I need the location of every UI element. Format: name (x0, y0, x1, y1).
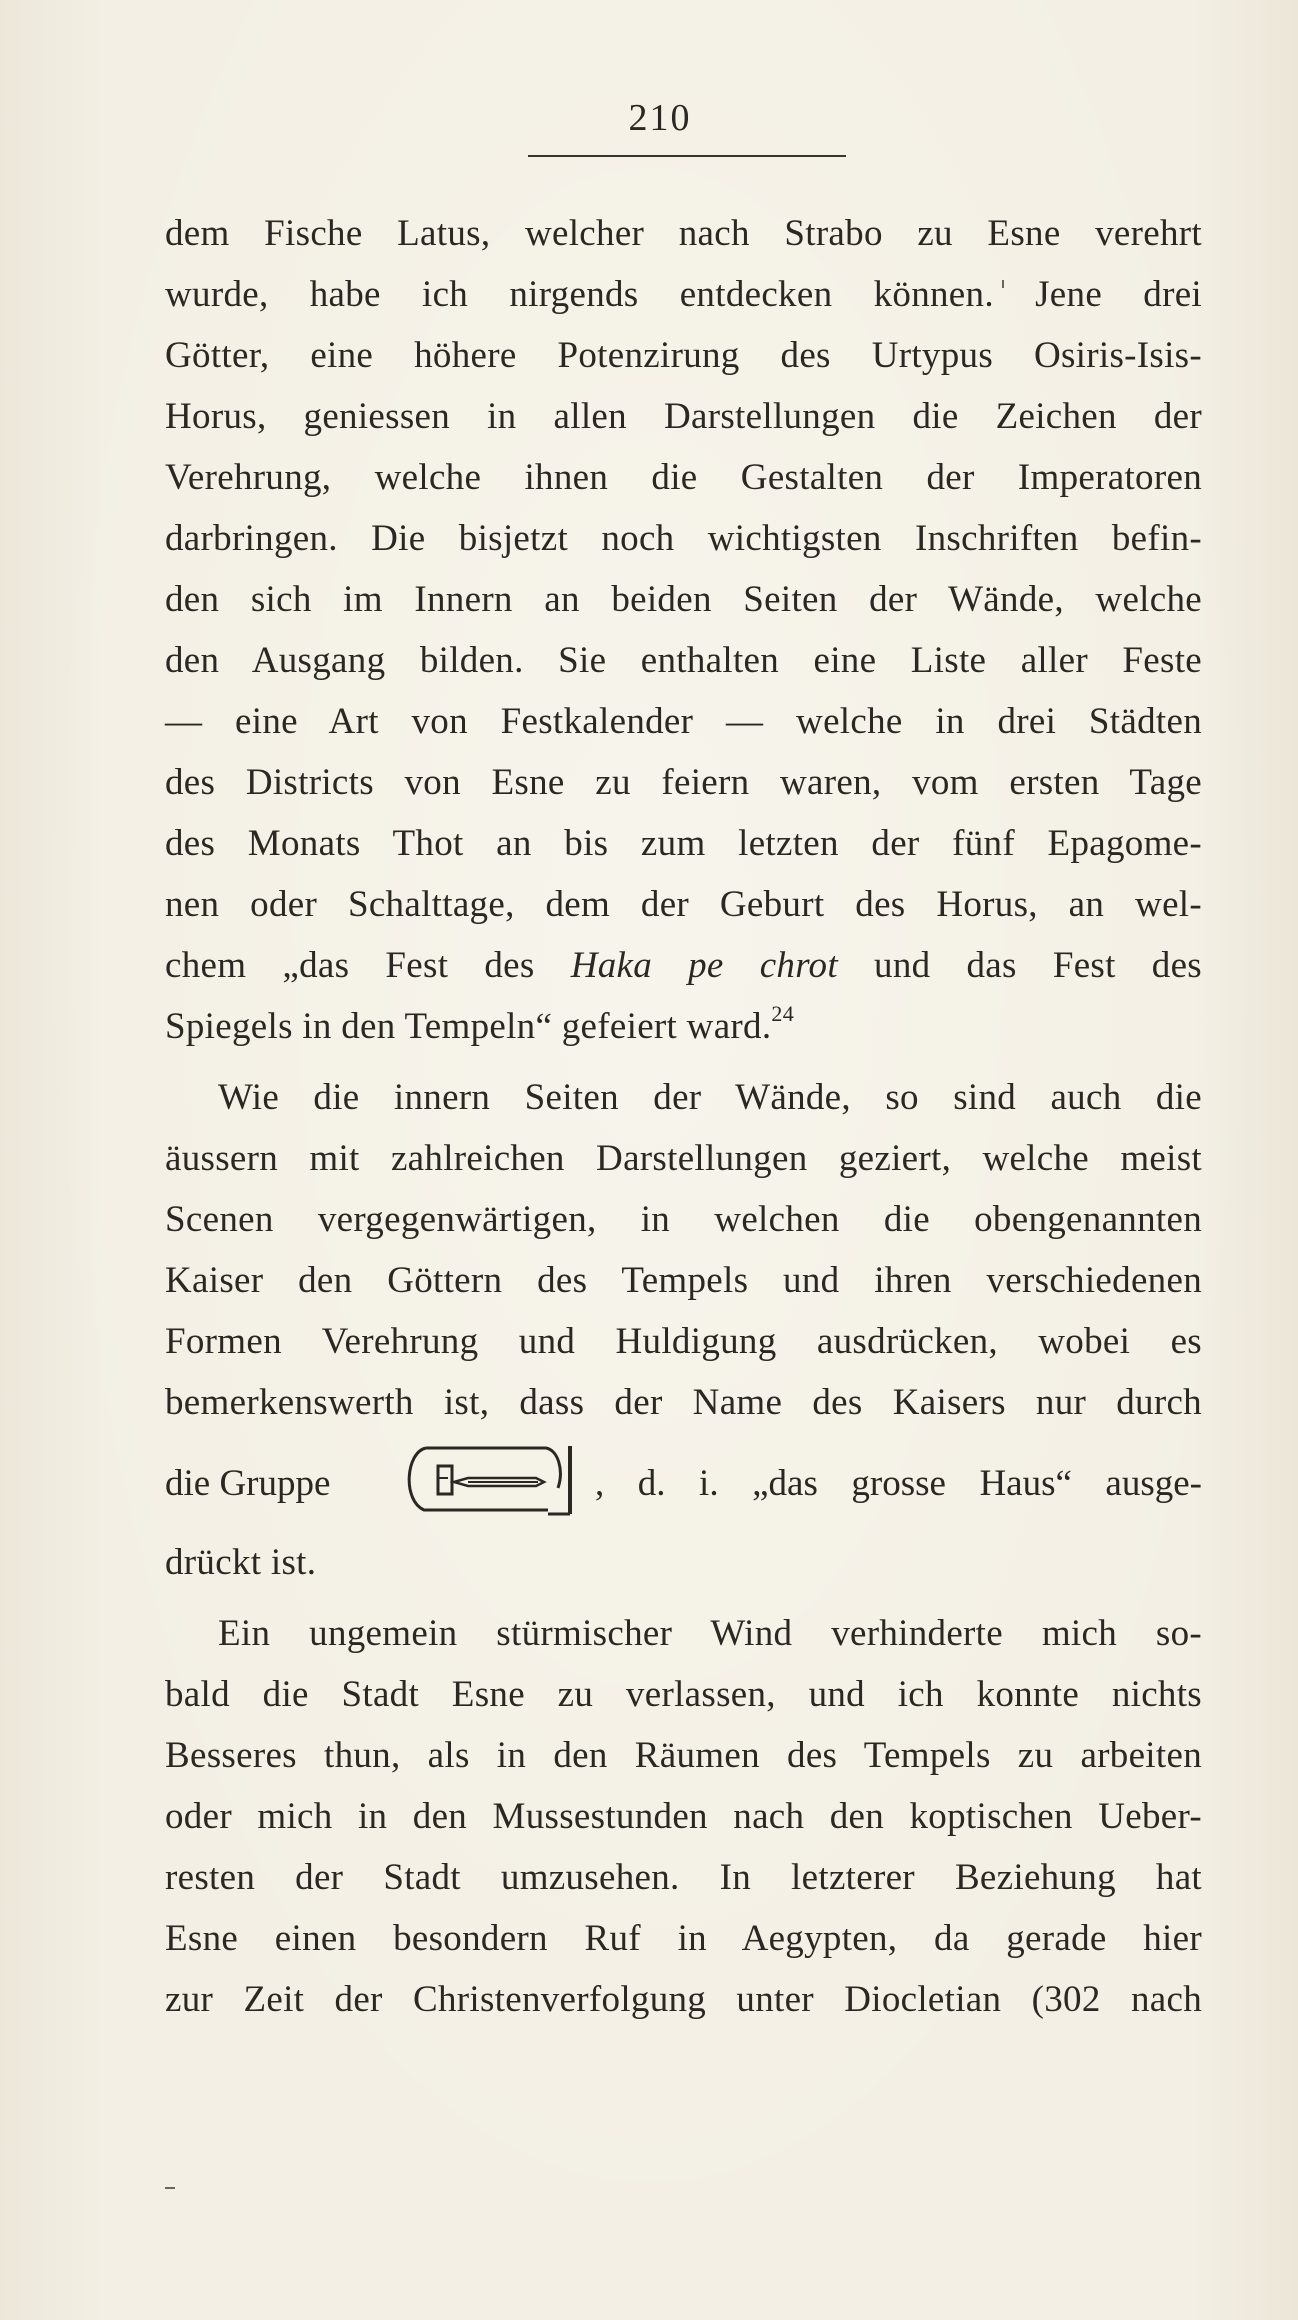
text-line: — eine Art von Festkalender — welche in drei Städten (165, 701, 1202, 742)
text-line: nen oder Schalttage, dem der Geburt des Horus, an wel- (165, 884, 1202, 925)
text-line: Götter, eine höhere Potenzirung des Urtypus Osiris-Isis- (165, 335, 1202, 376)
text-line: den Ausgang bilden. Sie enthalten eine Liste aller Feste (165, 640, 1202, 681)
text-line: Formen Verehrung und Huldigung ausdrücken, wobei es (165, 1321, 1202, 1362)
text-line: Ein ungemein stürmischer Wind verhinderte mich so- (218, 1613, 1202, 1654)
text-line: darbringen. Die bisjetzt noch wichtigsten Inschriften befin- (165, 518, 1202, 559)
text-line: bald die Stadt Esne zu verlassen, und ich konnte nichts (165, 1674, 1202, 1715)
text-line: Besseres thun, als in den Räumen des Tempels zu arbeiten (165, 1735, 1202, 1776)
text-line: den sich im Innern an beiden Seiten der Wände, welche (165, 579, 1202, 620)
text-segment: Spiegels in den Tempeln“ gefeiert ward. (165, 1006, 772, 1047)
text-line: Verehrung, welche ihnen die Gestalten der Imperatoren (165, 457, 1202, 498)
header-rule (528, 155, 846, 157)
text-line: Scenen vergegenwärtigen, in welchen die obengenannten (165, 1199, 1202, 1240)
text-line: äussern mit zahlreichen Darstellungen geziert, welche meist (165, 1138, 1202, 1179)
text-line: des Districts von Esne zu feiern waren, vom ersten Tage (165, 762, 1202, 803)
text-line: des Monats Thot an bis zum letzten der fünf Epagome- (165, 823, 1202, 864)
footnote-ref: 24 (771, 1000, 795, 1026)
text-line-with-italic (165, 936, 1202, 996)
text-segment: und das Fest des (837, 945, 1202, 986)
text-line: resten der Stadt umzusehen. In letzterer Beziehung hat (165, 1857, 1202, 1898)
text-line: oder mich in den Mussestunden nach den koptischen Ueber- (165, 1796, 1202, 1837)
text-line: Kaiser den Göttern des Tempels und ihren verschiedenen (165, 1260, 1202, 1301)
text-line: bemerkenswerth ist, dass der Name des Kaisers nur durch (165, 1382, 1202, 1423)
italic-term: Haka pe chrot (570, 945, 838, 986)
text-segment: , d. i. „das grosse Haus“ ausge- (595, 1463, 1202, 1504)
cartouche-hieroglyph-icon (398, 1440, 574, 1520)
text-segment: die Gruppe (165, 1463, 331, 1504)
text-line: zur Zeit der Christenverfolgung unter Diocletian (302 nach (165, 1979, 1202, 2020)
text-line: Horus, geniessen in allen Darstellungen die Zeichen der (165, 396, 1202, 437)
text-segment: chem „das Fest des (165, 945, 571, 986)
page-number: 210 (628, 97, 692, 139)
hieroglyph-line (165, 1440, 1202, 1530)
text-line: dem Fische Latus, welcher nach Strabo zu Esne verehrt (165, 213, 1202, 254)
text-line: drückt ist. (165, 1542, 317, 1583)
margin-tick (165, 2187, 175, 2189)
text-line: wurde, habe ich nirgends entdecken können. Jene drei (165, 274, 1202, 315)
text-line: Esne einen besondern Ruf in Aegypten, da gerade hier (165, 1918, 1202, 1959)
text-line: Wie die innern Seiten der Wände, so sind auch die (218, 1077, 1202, 1118)
text-line-with-footnote (165, 997, 1202, 1057)
